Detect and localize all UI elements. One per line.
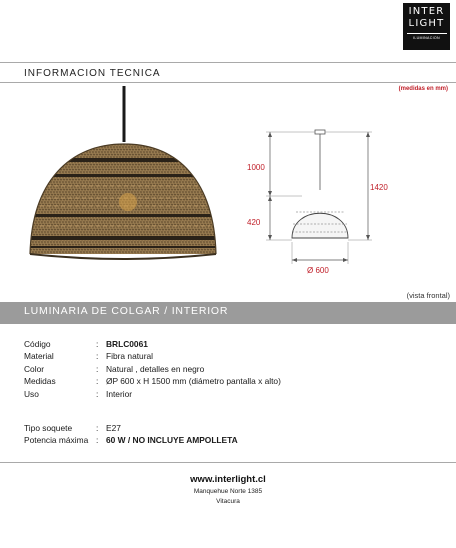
spec-value: 60 W / NO INCLUYE AMPOLLETA (106, 435, 238, 446)
spec-value: Natural , detalles en negro (106, 363, 205, 374)
spec-value: Fibra natural (106, 351, 154, 362)
spec-row-codigo (24, 338, 281, 350)
spec-value: BRLC0061 (106, 339, 148, 349)
logo-line-1: INTER (408, 6, 445, 17)
dim-lower-label: 420 (247, 218, 261, 227)
view-label: (vista frontal) (406, 291, 450, 300)
logo-line-3: ILUMINACION (407, 33, 447, 40)
spec-row-material (24, 350, 281, 362)
category-title: LUMINARIA DE COLGAR / INTERIOR (24, 305, 229, 317)
spec-colon: : (96, 351, 99, 362)
section-title: INFORMACION TECNICA (24, 68, 161, 79)
spec-list (24, 338, 281, 400)
spec-key: Color (24, 363, 45, 374)
spec-colon: : (96, 376, 99, 387)
socket-list (24, 422, 238, 447)
spec-row-color (24, 363, 281, 375)
spec-colon: : (96, 339, 99, 349)
spec-row-uso (24, 388, 281, 400)
spec-colon: : (96, 435, 99, 446)
website-link[interactable]: www.interlight.cl (190, 474, 266, 485)
logo-line-2: LIGHT (408, 18, 445, 29)
brand-logo (403, 3, 450, 50)
dim-diameter-label: Ø 600 (307, 266, 329, 275)
dim-upper-label: 1000 (247, 163, 265, 172)
spec-key: Material (24, 351, 54, 362)
lamp-photo (0, 86, 230, 276)
spec-row-soquete (24, 422, 238, 434)
dimension-diagram (230, 120, 410, 280)
spec-row-potencia (24, 434, 238, 446)
spec-value: E27 (106, 423, 121, 433)
spec-key: Tipo soquete (24, 423, 73, 433)
spec-colon: : (96, 363, 99, 374)
spec-value: Interior (106, 388, 133, 399)
spec-colon: : (96, 388, 99, 399)
spec-row-medidas (24, 375, 281, 387)
spec-colon: : (96, 423, 99, 433)
spec-key: Medidas (24, 376, 56, 387)
address: Manquehue Norte 1385 (193, 488, 263, 495)
measure-note: (medidas en mm) (398, 86, 448, 92)
spec-key: Código (24, 339, 51, 349)
divider-section (0, 82, 456, 83)
dim-total-label: 1420 (370, 183, 388, 192)
divider-top (0, 62, 456, 63)
divider-footer (0, 462, 456, 463)
spec-key: Potencia máxima (24, 435, 89, 446)
spec-value: ØP 600 x H 1500 mm (diámetro pantalla x alto) (106, 376, 281, 387)
city: Vitacura (216, 498, 240, 505)
spec-key: Uso (24, 388, 39, 399)
